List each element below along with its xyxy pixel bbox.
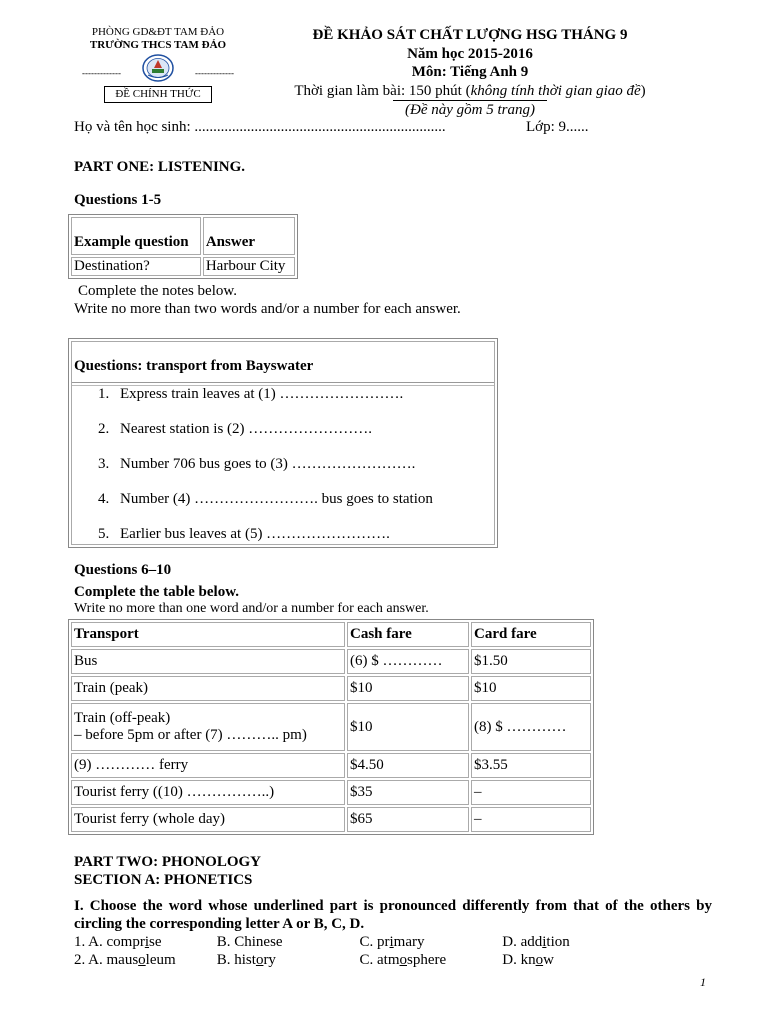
question-item — [98, 421, 372, 438]
option-text: mary — [393, 934, 425, 950]
underlined-letter: i — [389, 934, 394, 950]
option-text: tion — [546, 934, 570, 950]
q1-option-a — [74, 934, 213, 951]
q2-option-d — [502, 952, 554, 969]
school-name: TRƯỜNG THCS TAM ĐẢO — [89, 39, 227, 51]
fare-row — [71, 753, 591, 778]
question-text: Number (4) ……………………. bus goes to station — [120, 491, 433, 507]
fare-row — [71, 807, 591, 832]
section-a-title: SECTION A: PHONETICS — [74, 872, 253, 888]
fare-transport-cell: (9) ………… ferry — [71, 753, 345, 778]
instruction-complete-notes: Complete the notes below. — [78, 283, 237, 299]
fare-cash-cell: $10 — [347, 676, 469, 701]
underlined-letter: o — [399, 952, 407, 968]
question-text: Express train leaves at (1) ……………………. — [120, 386, 404, 402]
option-text: sphere — [407, 952, 447, 968]
time-prefix: Thời gian làm bài: 150 phút ( — [294, 82, 471, 99]
question-item — [98, 456, 415, 473]
underlined-letter: o — [255, 952, 264, 968]
q2-option-c — [360, 952, 499, 969]
fare-header-row — [71, 622, 591, 647]
left-dashes: ------------- — [82, 68, 121, 78]
example-header-question: Example question — [71, 217, 201, 255]
official-badge: ĐỀ CHÍNH THỨC — [104, 86, 211, 103]
fare-transport-cell: Bus — [71, 649, 345, 674]
page-count: (Đề này gồm 5 trang) — [393, 100, 547, 120]
example-row — [71, 257, 295, 276]
time-allowed — [250, 82, 690, 101]
example-header-row — [71, 217, 295, 255]
question-text: Earlier bus leaves at (5) ……………………. — [120, 526, 390, 542]
q1-option-c — [360, 934, 499, 951]
underlined-letter: o — [535, 952, 544, 968]
option-text: w — [543, 952, 554, 968]
question-item — [98, 386, 403, 403]
phonetics-question-1 — [74, 934, 570, 951]
class-line: Lớp: 9...... — [526, 119, 589, 135]
fare-transport-cell: Tourist ferry ((10) ……………..) — [71, 780, 345, 805]
option-text: 1. A. compr — [74, 934, 145, 950]
box-title: Questions: transport from Bayswater — [74, 358, 314, 374]
fare-header-transport: Transport — [71, 622, 345, 647]
phonetics-question-2 — [74, 952, 554, 969]
box-inner-border — [71, 341, 495, 545]
student-name-line: Họ và tên học sinh: ................................................................... — [74, 119, 446, 135]
question-number: 1. — [98, 386, 110, 402]
school-logo — [142, 54, 174, 82]
underlined-letter: i — [542, 934, 547, 950]
exam-title-block — [250, 26, 690, 120]
page-number: 1 — [700, 975, 706, 989]
fare-card-cell: – — [471, 807, 591, 832]
part-one-title: PART ONE: LISTENING. — [74, 159, 246, 175]
option-text: 2. A. maus — [74, 952, 139, 968]
fare-row — [71, 676, 591, 701]
q2-option-a — [74, 952, 213, 969]
question-text: Number 706 bus goes to (3) ……………………. — [120, 456, 416, 472]
fare-transport-cell: Train (peak) — [71, 676, 345, 701]
offpeak-line-2: – before 5pm or after (7) ……….. pm) — [74, 727, 307, 743]
logo-row — [76, 54, 240, 84]
question-number: 2. — [98, 421, 110, 437]
instruction-one-word: Write no more than one word and/or a number for each answer. — [74, 601, 429, 616]
questions-6-10-heading: Questions 6–10 — [74, 562, 172, 578]
question-number: 3. — [98, 456, 110, 472]
instruction-word-limit: Write no more than two words and/or a number for each answer. — [74, 301, 461, 317]
example-header-answer: Answer — [203, 217, 295, 255]
fare-card-cell: (8) $ ………… — [471, 703, 591, 751]
example-table — [68, 214, 298, 279]
option-text: C. atm — [359, 952, 400, 968]
complete-table-heading: Complete the table below. — [74, 584, 239, 600]
right-dashes: ------------- — [195, 68, 234, 78]
example-answer-cell: Harbour City — [203, 257, 295, 276]
fare-card-cell: $3.55 — [471, 753, 591, 778]
fare-card-cell: $10 — [471, 676, 591, 701]
subject: Môn: Tiếng Anh 9 — [411, 64, 529, 80]
fare-cash-cell: (6) $ ………… — [347, 649, 469, 674]
question-item — [98, 526, 390, 543]
fare-cash-cell: $35 — [347, 780, 469, 805]
fare-transport-cell: Tourist ferry (whole day) — [71, 807, 345, 832]
option-text: ry — [263, 952, 276, 968]
school-header — [76, 26, 240, 103]
fare-cash-cell: $10 — [347, 703, 469, 751]
underlined-letter: i — [144, 934, 149, 950]
fare-row — [71, 703, 591, 751]
fare-card-cell: $1.50 — [471, 649, 591, 674]
question-number: 5. — [98, 526, 110, 542]
example-question-cell: Destination? — [71, 257, 201, 276]
box-divider — [72, 382, 494, 383]
fare-row — [71, 780, 591, 805]
transport-questions-box — [68, 338, 498, 548]
fare-transport-cell-offpeak — [71, 703, 345, 751]
question-item — [98, 491, 433, 508]
department-name: PHÒNG GD&ĐT TAM ĐẢO — [91, 26, 225, 38]
fare-header-cash: Cash fare — [347, 622, 469, 647]
phonetics-instruction: I. Choose the word whose underlined part is pronounced differently from that of the others by circling the corresponding letter A or B, C, D. — [74, 898, 712, 932]
option-text: C. pr — [359, 934, 390, 950]
question-number: 4. — [98, 491, 110, 507]
option-text: D. add — [502, 934, 543, 950]
exam-title: ĐỀ KHẢO SÁT CHẤT LƯỢNG HSG THÁNG 9 — [312, 27, 628, 43]
option-text: D. kn — [502, 952, 536, 968]
fare-header-card: Card fare — [471, 622, 591, 647]
fare-cash-cell: $65 — [347, 807, 469, 832]
underlined-letter: o — [138, 952, 146, 968]
q1-option-d — [502, 934, 570, 951]
q1-option-b: B. Chinese — [216, 934, 283, 950]
question-text: Nearest station is (2) ……………………. — [120, 421, 373, 437]
option-text: leum — [145, 952, 176, 968]
fare-table — [68, 619, 594, 835]
option-text: B. hist — [216, 952, 256, 968]
questions-1-5-heading: Questions 1-5 — [74, 192, 162, 208]
time-italic: không tính thời gian giao đề — [470, 82, 641, 99]
part-two-title: PART TWO: PHONOLOGY — [74, 854, 261, 870]
fare-row — [71, 649, 591, 674]
time-suffix: ) — [640, 82, 646, 99]
q2-option-b — [217, 952, 356, 969]
fare-cash-cell: $4.50 — [347, 753, 469, 778]
school-year: Năm học 2015-2016 — [407, 45, 533, 62]
offpeak-line-1: Train (off-peak) — [74, 710, 171, 726]
fare-card-cell: – — [471, 780, 591, 805]
option-text: se — [149, 934, 162, 950]
